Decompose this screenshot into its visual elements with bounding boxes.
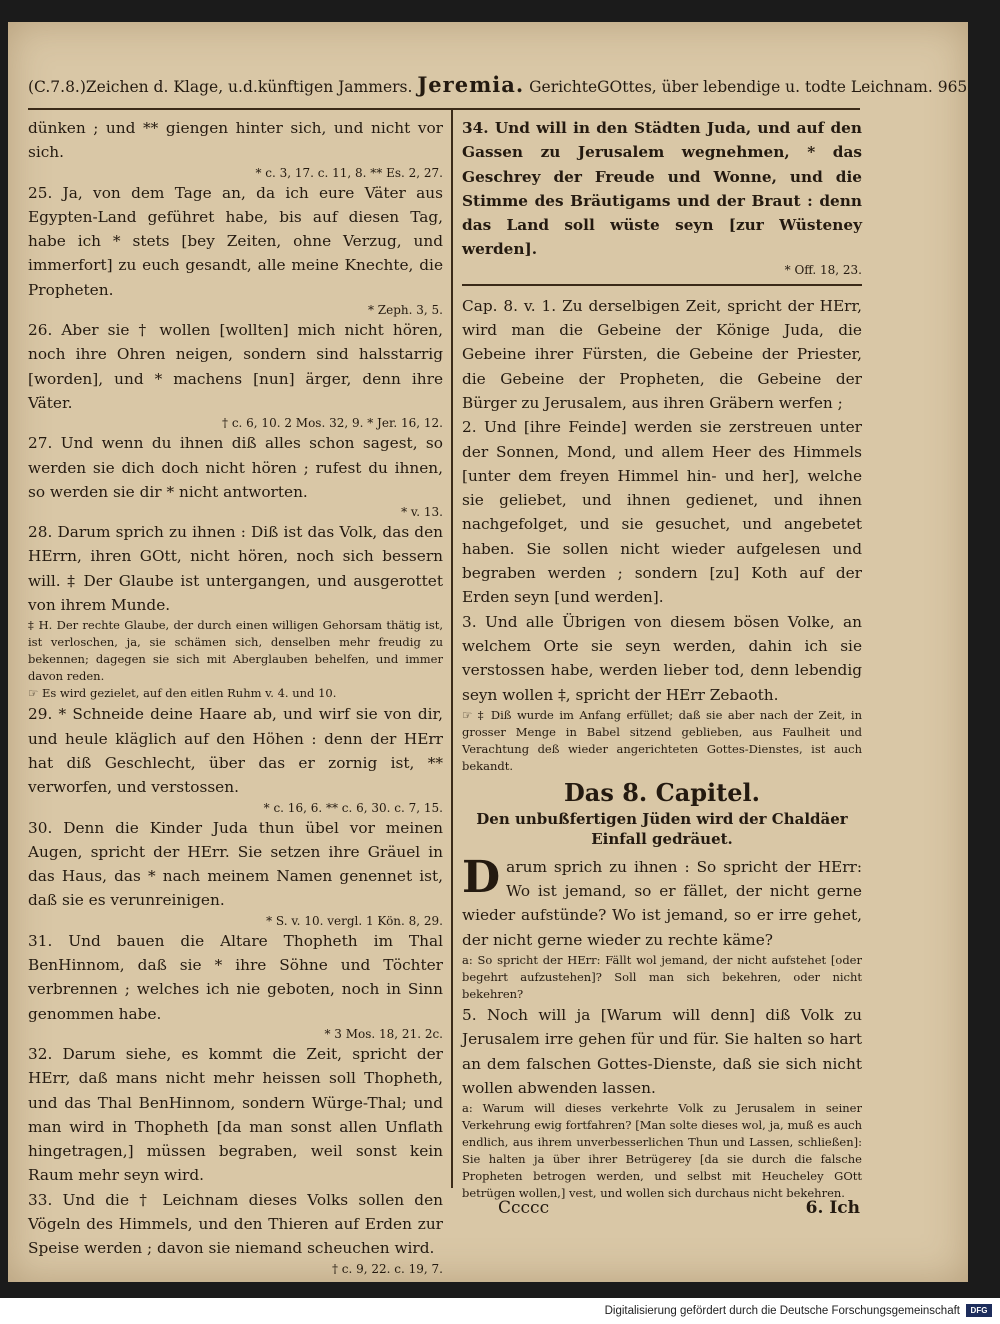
verse: dünken ; und ** giengen hinter sich, und nicht vor sich. xyxy=(28,119,443,162)
header-right: GerichteGOttes, über lebendige u. todte Leichnam. xyxy=(529,78,933,96)
drop-capital: D xyxy=(462,851,501,903)
dfg-logo: DFG xyxy=(966,1304,992,1317)
header-title: Jeremia. xyxy=(417,72,525,97)
book-page xyxy=(8,22,968,1282)
verse: 2. Und [ihre Feinde] werden sie zerstreuen unter der Sonnen, Mond, und allem Heer des Himmels [unter dem freyen Himmel hin- und her], welche sie geliebet, und ihnen gedienet, und ihnen nachgefolget, und sie gesuchet, und angebetet haben. Sie sollen nicht wieder aufgelesen und begraben werden ; sondern [zu] Koth auf der Erden seyn [und werden]. xyxy=(462,418,862,607)
verse: 25. Ja, von dem Tage an, da ich eure Väter aus Egypten-Land geführet habe, bis auf diesen Tag, habe ich * stets [bey Zeiten, ohne Verzug, und immerfort] zu euch gesandt, alle meine Knechte, die Propheten. xyxy=(28,183,443,299)
verse: 33. Und die † Leichnam dieses Volks sollen den Vögeln des Himmels, und den Thieren auf Erden zur Speise werden ; davon sie niemand scheuchen wird. xyxy=(28,1190,443,1258)
page-footer xyxy=(28,1198,860,1228)
right-column xyxy=(462,116,862,1202)
verse: 29. * Schneide deine Haare ab, und wirf sie von dir, und heule kläglich auf den Höhen : denn der HErr hat diß Geschlecht, über das er zornig ist, ** verworfen, und verstossen. xyxy=(28,705,443,797)
cross-reference: † c. 9, 22. c. 19, 7. xyxy=(331,1261,443,1276)
commentary-note: a: So spricht der HErr: Fällt wol jemand, der nicht aufstehet [oder begehrt aufzustehen]? Soll man sich bekehren, oder nicht bekehren? xyxy=(462,953,862,1002)
verse: 5. Noch will ja [Warum will denn] diß Volk zu Jerusalem irre gehen für und für. Sie halten so hart an dem falschen Gottes-Dienste, daß sie sich nicht wollen abwenden lassen. xyxy=(462,1006,862,1097)
verse xyxy=(462,851,862,952)
catchword: 6. Ich xyxy=(805,1198,860,1218)
verse: 32. Darum siehe, es kommt die Zeit, spricht der HErr, daß mans nicht mehr heissen soll Thopheth, und das Thal BenHinnom, sondern Würge-Thal; und man wird in Thopheth [da man sonst allen Unflath hingetragen,] müssen begraben, weil sonst kein Raum mehr seyn wird. xyxy=(28,1044,443,1185)
header-rule xyxy=(28,108,860,110)
cross-reference: * S. v. 10. vergl. 1 Kön. 8, 29. xyxy=(266,913,443,928)
digitization-credit-bar xyxy=(0,1298,1000,1324)
cross-reference: * c. 3, 17. c. 11, 8. ** Es. 2, 27. xyxy=(255,165,443,180)
verse: 27. Und wenn du ihnen diß alles schon sagest, so werden sie dich doch nicht hören ; rufest du ihnen, so werden sie dir * nicht antworten. xyxy=(28,434,443,501)
verse: 34. Und will in den Städten Juda, und auf den Gassen zu Jerusalem wegnehmen, * das Geschrey der Freude und Wonne, und die Stimme des Bräutigams und der Braut : denn das Land soll wüste seyn [zur Wüsteney werden]. xyxy=(462,119,862,259)
signature-mark: Ccccc xyxy=(498,1198,550,1218)
verse: 26. Aber sie † wollen [wollten] mich nicht hören, noch ihre Ohren neigen, sondern sind halsstarrig [worden], und * machens [nun] ärger, denn ihre Väter. xyxy=(28,321,443,412)
column-divider xyxy=(451,110,453,1188)
section-rule xyxy=(462,284,862,286)
cross-reference: * c. 16, 6. ** c. 6, 30. c. 7, 15. xyxy=(263,800,443,815)
verse-text: arum sprich zu ihnen : So spricht der HErr: Wo ist jemand, so er fället, der nicht gerne wieder aufstünde? Wo ist jemand, so er irre gehet, der nicht gerne wieder zu rechte käme? xyxy=(462,857,862,949)
verse: Cap. 8. v. 1. Zu derselbigen Zeit, spricht der HErr, wird man die Gebeine der Könige Juda, die Gebeine ihrer Fürsten, die Gebeine der Priester, die Gebeine der Propheten, die Gebeine der Bürger zu Jerusalem, aus ihren Gräbern werfen ; xyxy=(462,296,862,412)
commentary-note: ‡ H. Der rechte Glaube, der durch einen willigen Gehorsam thätig ist, ist verloschen, ja, sie schämen sich, denselben mehr freudig zu bekennen; dagegen sie sich mit Aberglauben behelfen, und immer davon reden. xyxy=(28,618,443,684)
chapter-title: Das 8. Capitel. xyxy=(563,777,761,807)
running-header xyxy=(28,72,968,106)
credit-text: Digitalisierung gefördert durch die Deutsche Forschungsgemeinschaft xyxy=(604,1305,960,1317)
commentary-note: a: Warum will dieses verkehrte Volk zu Jerusalem in seiner Verkehrung ewig fortfahren? [Man solte dieses wol, ja, muß es auch endlich, aus ihrem unverbesserlichen Thun und Lassen, schließen]: Sie halten ja über ihrer Betrügerey [da sie durch die falsche Propheten betrogen werden, und selbst mit Heucheley GOtt betrügen wollen,] vest, und wollen sich durchaus nicht bekehren. xyxy=(462,1101,862,1201)
cross-reference: * 3 Mos. 18, 21. 2c. xyxy=(324,1026,443,1041)
verse: 30. Denn die Kinder Juda thun übel vor meinen Augen, spricht der HErr. Sie setzen ihre Gräuel in das Haus, das * nach meinem Namen genennet ist, daß sie es verunreinigen. xyxy=(28,818,443,910)
page-number: 965 xyxy=(937,78,968,96)
commentary-note: ☞ Es wird gezielet, auf den eitlen Ruhm v. 4. und 10. xyxy=(28,686,337,701)
cross-reference: * v. 13. xyxy=(401,505,443,520)
left-column xyxy=(28,116,443,1277)
header-left: (C.7.8.)Zeichen d. Klage, u.d.künftigen Jammers. xyxy=(28,78,413,96)
verse: 3. Und alle Übrigen von diesem bösen Volke, an welchem Orte sie seyn werden, dahin ich sie verstossen habe, werden lieber tod, denn lebendig seyn wollen ‡, spricht der HErr Zebaoth. xyxy=(462,612,862,704)
chapter-summary: Den unbußfertigen Jüden wird der Chaldäer Einfall gedräuet. xyxy=(476,809,848,848)
cross-reference: * Off. 18, 23. xyxy=(784,262,862,277)
verse: 28. Darum sprich zu ihnen : Diß ist das Volk, das den HErrn, ihren GOtt, nicht hören, noch sich bessern will. ‡ Der Glaube ist untergangen, und ausgerottet von ihrem Munde. xyxy=(28,523,443,615)
verse: 31. Und bauen die Altare Thopheth im Thal BenHinnom, daß sie * ihre Söhne und Töchter verbrennen ; welches ich nie geboten, noch in Sinn genommen habe. xyxy=(28,931,443,1023)
cross-reference: † c. 6, 10. 2 Mos. 32, 9. * Jer. 16, 12. xyxy=(222,416,443,431)
cross-reference: * Zeph. 3, 5. xyxy=(367,303,443,318)
commentary-note: ☞ ‡ Diß wurde im Anfang erfüllet; daß sie aber nach der Zeit, in grosser Menge in Babel sitzend geblieben, aus Faulheit und Verachtung deß wieder angerichteten Gottes-Dienstes, ist auch bekandt. xyxy=(462,707,862,773)
